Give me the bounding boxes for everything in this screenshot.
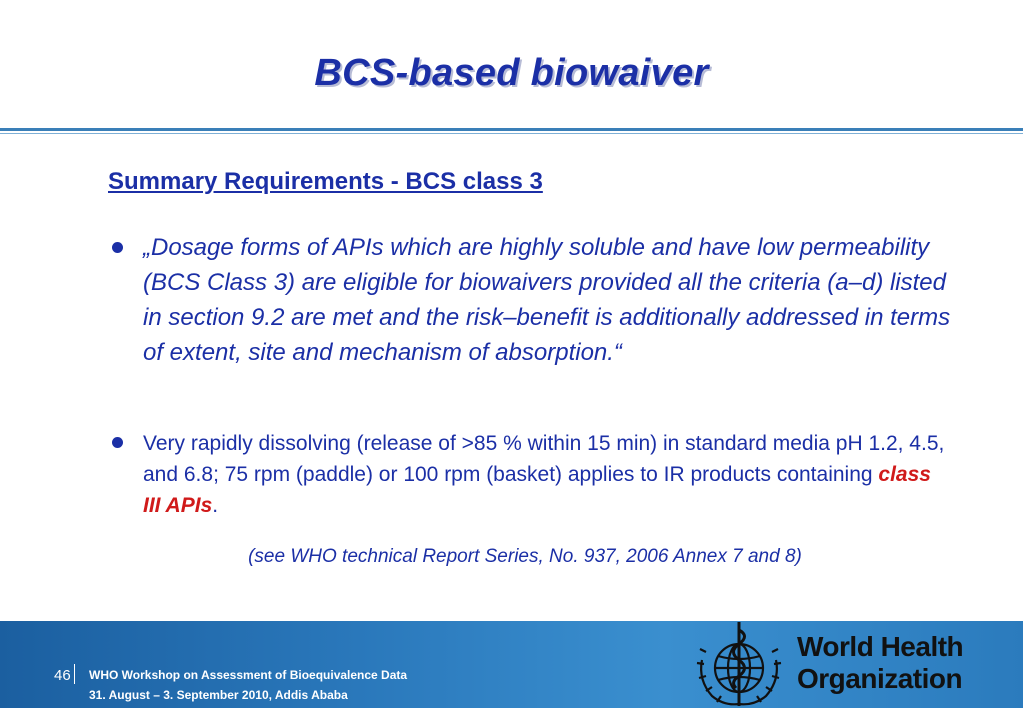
bullet-dot-icon — [112, 242, 123, 253]
footer-event-title: WHO Workshop on Assessment of Bioequivalence Data — [89, 668, 408, 682]
page-number: 46 — [54, 667, 71, 684]
bullet-dissolution-end: . — [212, 494, 219, 517]
highlight-class-iii-apis: class III APIs — [143, 463, 931, 517]
title-divider — [0, 128, 1023, 131]
slide-title: BCS-based biowaiver — [314, 52, 709, 94]
bullet-dissolution — [143, 428, 953, 521]
page-number-separator — [74, 664, 75, 684]
bullet-quote: „Dosage forms of APIs which are highly soluble and have low permeability (BCS Class 3) are eligible for biowaivers provided all the criteria (a–d) listed in section 9.2 are met and the risk–benefit is additionally addressed in terms of extent, site and mechanism of absorption.“ — [143, 234, 951, 366]
who-emblem-icon — [694, 620, 784, 708]
section-subtitle: Summary Requirements - BCS class 3 — [108, 168, 543, 195]
bullet-dissolution-text: Very rapidly dissolving (release of >85 % within 15 min) in standard media pH 1.2, 4.5, and 6.8; 75 rpm (paddle) or 100 rpm (basket) applies to IR products containing — [143, 432, 945, 486]
footer-event-date: 31. August – 3. September 2010, Addis Ababa — [89, 688, 348, 702]
who-name-line1: World Health — [797, 631, 964, 662]
bullet-dot-icon — [112, 437, 123, 448]
who-name-line2: Organization — [797, 663, 963, 694]
title-divider-thin — [0, 133, 1023, 134]
reference-note: (see WHO technical Report Series, No. 937, 2006 Annex 7 and 8) — [248, 546, 802, 567]
